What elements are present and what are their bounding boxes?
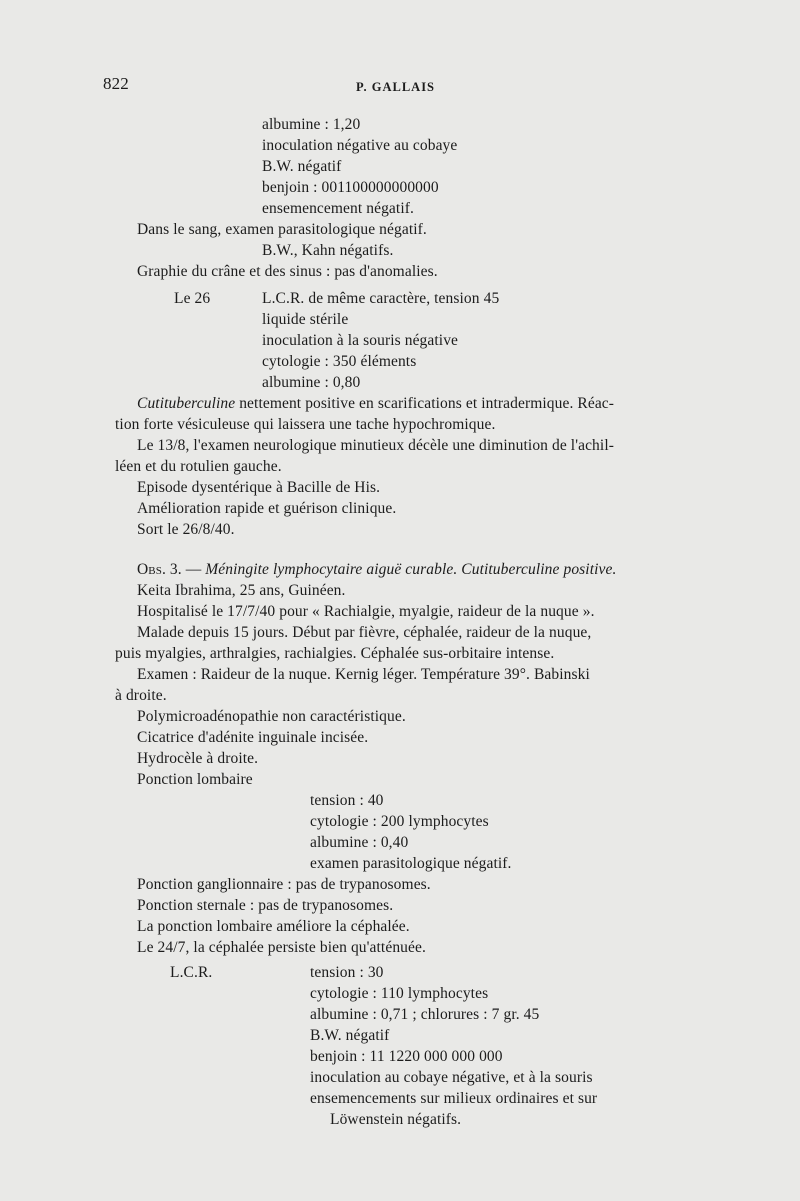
obs-label: Obs. 3. — <box>137 561 202 578</box>
text-line: Sort le 26/8/40. <box>137 521 235 538</box>
date-label: Le 26 <box>174 290 211 307</box>
text-line: Amélioration rapide et guérison clinique. <box>137 500 397 517</box>
page-number: 822 <box>103 74 129 93</box>
text-line: inoculation à la souris négative <box>262 332 459 349</box>
text-line: cytologie : 110 lymphocytes <box>310 985 489 1002</box>
text-line: Löwenstein négatifs. <box>330 1111 462 1128</box>
text-line: B.W. négatif <box>310 1027 390 1044</box>
text-line: ensemencement négatif. <box>262 200 414 217</box>
text-line: léen et du rotulien gauche. <box>115 458 282 475</box>
obs-title: Méningite lymphocytaire aiguë curable. Cutituberculine positive. <box>205 561 617 578</box>
text-line: tension : 30 <box>310 964 384 981</box>
text-span: ensemencements sur milieux ordinaires et sur <box>310 1090 598 1107</box>
text-line: Examen : Raideur de la nuque. Kernig léger. Température 39°. Babinski <box>137 666 590 683</box>
text-line: albumine : 0,71 ; chlorures : 7 gr. 45 <box>310 1006 540 1023</box>
text-span: nettement positive en scarifications et intradermique. Réac- <box>239 395 615 412</box>
text-line: albumine : 0,80 <box>262 374 361 391</box>
text-line: B.W. négatif <box>262 158 342 175</box>
text-line: Ponction ganglionnaire : pas de trypanosomes. <box>137 876 431 893</box>
text-line: La ponction lombaire améliore la céphalée. <box>137 918 410 935</box>
text-line: albumine : 1,20 <box>262 116 361 133</box>
observation-heading <box>137 560 616 580</box>
text-line: Dans le sang, examen parasitologique négatif. <box>137 221 427 238</box>
text-line: cytologie : 350 éléments <box>262 353 417 370</box>
text-line: Graphie du crâne et des sinus : pas d'anomalies. <box>137 263 438 280</box>
text-line: tion forte vésiculeuse qui laissera une tache hypochromique. <box>115 416 496 433</box>
italic-term: Cutituberculine <box>137 395 236 412</box>
text-line: benjoin : 11 1220 000 000 000 <box>310 1048 503 1065</box>
text-line: Ponction lombaire <box>137 771 253 788</box>
text-line: Hospitalisé le 17/7/40 pour « Rachialgie, myalgie, raideur de la nuque ». <box>137 603 595 620</box>
text-line: puis myalgies, arthralgies, rachialgies. Céphalée sus-orbitaire intense. <box>115 645 555 662</box>
text-line: Malade depuis 15 jours. Début par fièvre, céphalée, raideur de la nuque, <box>137 624 592 641</box>
text-line: Le 13/8, l'examen neurologique minutieux décèle une diminution de l'achil- <box>137 437 614 454</box>
lcr-label: L.C.R. <box>170 964 213 981</box>
text-line: Polymicroadénopathie non caractéristique. <box>137 708 406 725</box>
text-line: inoculation au cobaye négative, et à la souris <box>310 1069 593 1086</box>
text-line: Le 24/7, la céphalée persiste bien qu'atténuée. <box>137 939 426 956</box>
text-line: tension : 40 <box>310 792 384 809</box>
running-head: P. GALLAIS <box>356 80 436 94</box>
text-line: Ponction sternale : pas de trypanosomes. <box>137 897 394 914</box>
text-line: Keita Ibrahima, 25 ans, Guinéen. <box>137 582 346 599</box>
text-line: albumine : 0,40 <box>310 834 409 851</box>
text-line: cytologie : 200 lymphocytes <box>310 813 489 830</box>
text-line: à droite. <box>115 687 167 704</box>
text-line: benjoin : 001100000000000 <box>262 179 439 196</box>
text-line: inoculation négative au cobaye <box>262 137 458 154</box>
text-line: Episode dysentérique à Bacille de His. <box>137 479 381 496</box>
text-line <box>310 1089 710 1109</box>
text-line: Hydrocèle à droite. <box>137 750 259 767</box>
text-line <box>137 394 707 414</box>
text-line: B.W., Kahn négatifs. <box>262 242 394 259</box>
text-line: examen parasitologique négatif. <box>310 855 512 872</box>
text-line: L.C.R. de même caractère, tension 45 <box>262 290 500 307</box>
text-line: liquide stérile <box>262 311 349 328</box>
text-line: Cicatrice d'adénite inguinale incisée. <box>137 729 369 746</box>
